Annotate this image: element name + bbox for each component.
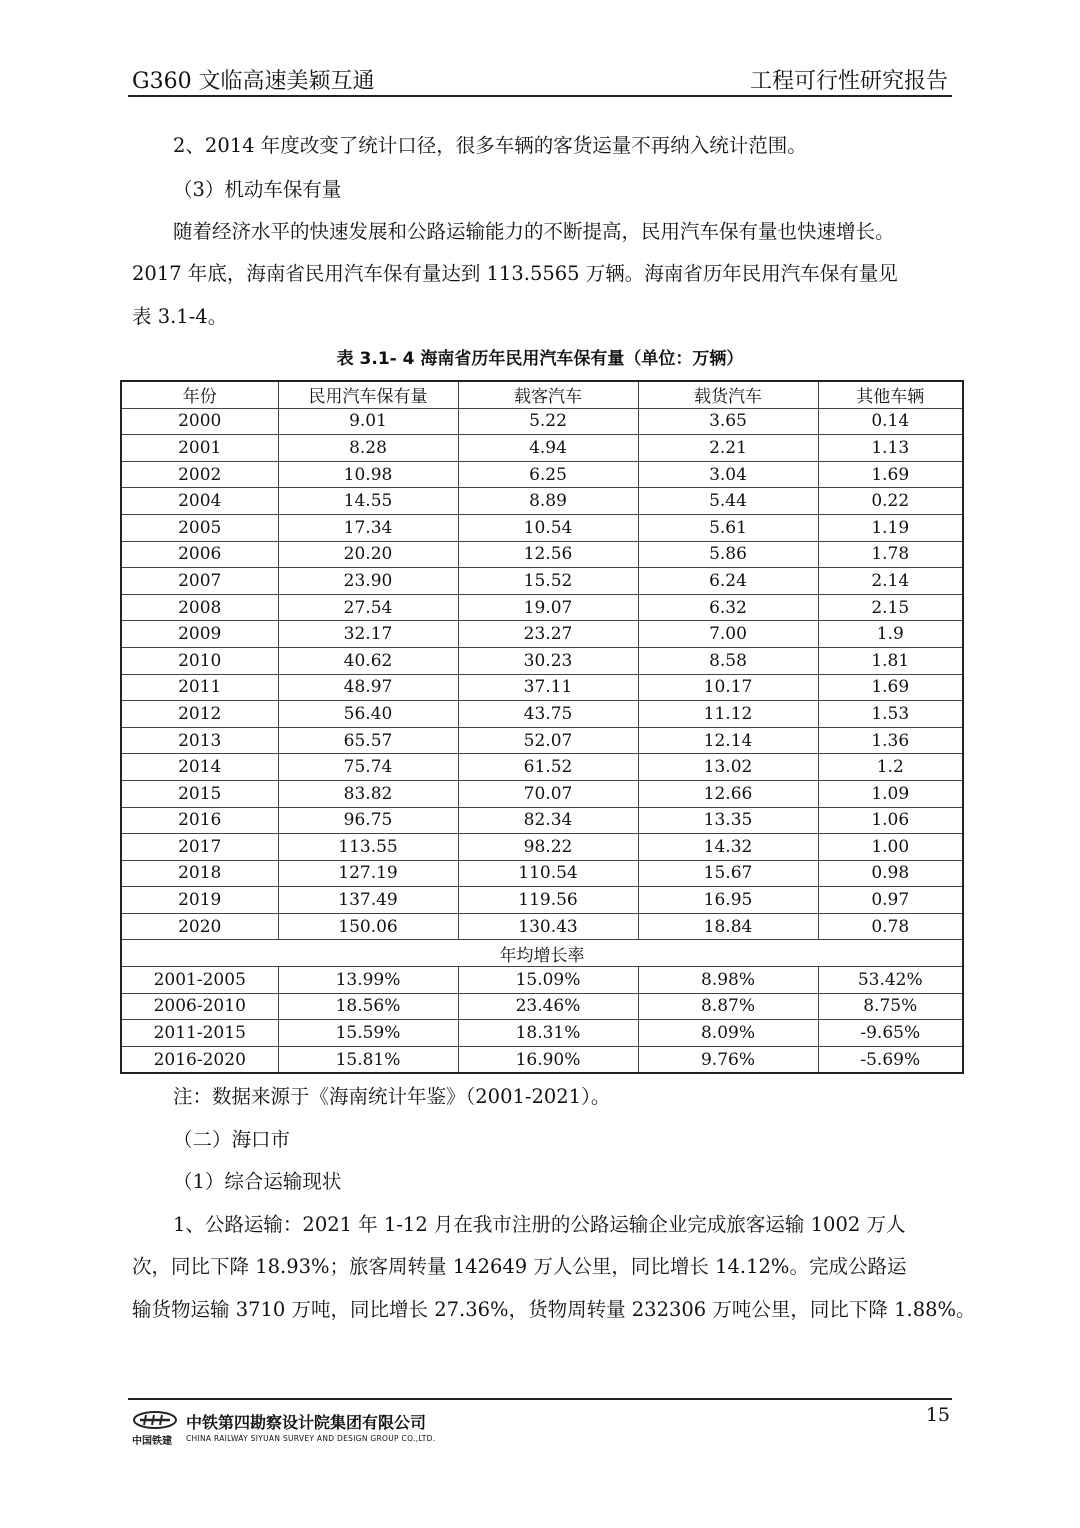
table-cell: 2001-2005 xyxy=(121,967,278,994)
table-cell: 5.44 xyxy=(638,488,818,515)
table-row xyxy=(121,807,963,834)
table-cell: 3.04 xyxy=(638,461,818,488)
crcc-logo-icon xyxy=(132,1410,178,1430)
table-row xyxy=(121,674,963,701)
header-project-title: G360 文临高速美颖互通 xyxy=(132,69,375,94)
table-cell: 12.14 xyxy=(638,727,818,754)
table-row xyxy=(121,621,963,648)
table-cell: 48.97 xyxy=(278,674,458,701)
table-cell: 32.17 xyxy=(278,621,458,648)
paragraph-line: 次，同比下降 18.93%；旅客周转量 142649 万人公里，同比增长 14.12%。完成公路运 xyxy=(132,1255,907,1278)
table-cell: 98.22 xyxy=(458,834,638,861)
table-cell: 8.09% xyxy=(638,1020,818,1047)
table-cell: 127.19 xyxy=(278,860,458,887)
table-cell: 1.69 xyxy=(818,674,963,701)
table-cell: 2014 xyxy=(121,754,278,781)
table-cell: 2011 xyxy=(121,674,278,701)
table-cell: 2020 xyxy=(121,913,278,940)
table-cell: 7.00 xyxy=(638,621,818,648)
table-note: 注：数据来源于《海南统计年鉴》（2001-2021）。 xyxy=(173,1085,611,1108)
table-cell: 0.78 xyxy=(818,913,963,940)
table-cell: 37.11 xyxy=(458,674,638,701)
table-cell: 1.78 xyxy=(818,541,963,568)
table-cell: 13.35 xyxy=(638,807,818,834)
table-cell: 2011-2015 xyxy=(121,1020,278,1047)
table-cell: 61.52 xyxy=(458,754,638,781)
table-cell: 14.32 xyxy=(638,834,818,861)
paragraph-line: 表 3.1-4。 xyxy=(132,305,228,328)
table-cell: 6.32 xyxy=(638,594,818,621)
table-cell: 8.28 xyxy=(278,435,458,462)
column-header: 年份 xyxy=(121,381,278,408)
table-cell: 8.89 xyxy=(458,488,638,515)
table-cell: 1.53 xyxy=(818,701,963,728)
paragraph-line: 2017 年底，海南省民用汽车保有量达到 113.5565 万辆。海南省历年民用汽车保有量见 xyxy=(132,262,898,285)
table-header-row xyxy=(121,381,963,408)
table-cell: 2.15 xyxy=(818,594,963,621)
table-cell: 15.09% xyxy=(458,967,638,994)
table-cell: 23.90 xyxy=(278,568,458,595)
table-cell: 9.76% xyxy=(638,1046,818,1073)
table-cell: 65.57 xyxy=(278,727,458,754)
table-cell: 56.40 xyxy=(278,701,458,728)
table-cell: 5.22 xyxy=(458,408,638,435)
table-cell: 2007 xyxy=(121,568,278,595)
table-cell: 53.42% xyxy=(818,967,963,994)
table-cell: 0.98 xyxy=(818,860,963,887)
table-cell: 130.43 xyxy=(458,913,638,940)
header-divider xyxy=(128,95,952,97)
table-row xyxy=(121,913,963,940)
column-header: 载客汽车 xyxy=(458,381,638,408)
company-name-cn: 中铁第四勘察设计院集团有限公司 xyxy=(186,1413,427,1432)
table-cell: 16.95 xyxy=(638,887,818,914)
growth-rate-header-row xyxy=(121,940,963,967)
footer-divider xyxy=(128,1398,952,1400)
table-cell: 15.67 xyxy=(638,860,818,887)
table-cell: 27.54 xyxy=(278,594,458,621)
table-cell: -9.65% xyxy=(818,1020,963,1047)
table-caption: 表 3.1- 4 海南省历年民用汽车保有量（单位：万辆） xyxy=(336,349,744,369)
table-cell: 23.46% xyxy=(458,993,638,1020)
table-cell: 2.21 xyxy=(638,435,818,462)
table-cell: 17.34 xyxy=(278,514,458,541)
table-cell: 2001 xyxy=(121,435,278,462)
vehicle-ownership-table xyxy=(120,380,964,1074)
table-cell: 0.97 xyxy=(818,887,963,914)
table-cell: 11.12 xyxy=(638,701,818,728)
table-cell: 2005 xyxy=(121,514,278,541)
table-cell: 0.22 xyxy=(818,488,963,515)
header-report-title: 工程可行性研究报告 xyxy=(749,69,948,94)
table-cell: 150.06 xyxy=(278,913,458,940)
column-header: 民用汽车保有量 xyxy=(278,381,458,408)
table-cell: 2019 xyxy=(121,887,278,914)
table-row xyxy=(121,435,963,462)
table-cell: 6.25 xyxy=(458,461,638,488)
table-cell: 2004 xyxy=(121,488,278,515)
table-row xyxy=(121,541,963,568)
table-cell: 18.84 xyxy=(638,913,818,940)
table-row xyxy=(121,780,963,807)
table-cell: 52.07 xyxy=(458,727,638,754)
table-cell: 2010 xyxy=(121,647,278,674)
table-cell: 12.66 xyxy=(638,780,818,807)
table-cell: 2016 xyxy=(121,807,278,834)
company-name-en: CHINA RAILWAY SIYUAN SURVEY AND DESIGN GROUP CO.,LTD. xyxy=(186,1434,436,1443)
table-cell: 18.56% xyxy=(278,993,458,1020)
table-cell: 10.17 xyxy=(638,674,818,701)
paragraph-line: 随着经济水平的快速发展和公路运输能力的不断提高，民用汽车保有量也快速增长。 xyxy=(173,220,895,243)
table-cell: 1.36 xyxy=(818,727,963,754)
table-cell: 20.20 xyxy=(278,541,458,568)
table-cell: 1.00 xyxy=(818,834,963,861)
paragraph-line: 1、公路运输：2021 年 1-12 月在我市注册的公路运输企业完成旅客运输 1002 万人 xyxy=(173,1213,906,1236)
table-row xyxy=(121,1046,963,1073)
page-number: 15 xyxy=(925,1404,950,1426)
subsection-heading: （3）机动车保有量 xyxy=(173,178,342,201)
table-cell: 119.56 xyxy=(458,887,638,914)
table-cell: 75.74 xyxy=(278,754,458,781)
table-row xyxy=(121,727,963,754)
table-cell: 96.75 xyxy=(278,807,458,834)
table-row xyxy=(121,568,963,595)
table-cell: 9.01 xyxy=(278,408,458,435)
table-cell: 2000 xyxy=(121,408,278,435)
table-cell: 1.06 xyxy=(818,807,963,834)
table-cell: 15.59% xyxy=(278,1020,458,1047)
table-cell: 1.69 xyxy=(818,461,963,488)
table-row xyxy=(121,1020,963,1047)
table-cell: 2016-2020 xyxy=(121,1046,278,1073)
table-row xyxy=(121,887,963,914)
table-cell: 10.98 xyxy=(278,461,458,488)
table-cell: 2002 xyxy=(121,461,278,488)
table-cell: 5.86 xyxy=(638,541,818,568)
table-cell: 2008 xyxy=(121,594,278,621)
table-cell: 2.14 xyxy=(818,568,963,595)
table-cell: 4.94 xyxy=(458,435,638,462)
table-row xyxy=(121,754,963,781)
table-row xyxy=(121,488,963,515)
table-cell: 2006-2010 xyxy=(121,993,278,1020)
table-cell: 5.61 xyxy=(638,514,818,541)
table-cell: 13.99% xyxy=(278,967,458,994)
table-row xyxy=(121,594,963,621)
table-cell: 2009 xyxy=(121,621,278,648)
company-logo xyxy=(132,1410,180,1447)
table-row xyxy=(121,967,963,994)
section-heading: （二）海口市 xyxy=(173,1128,291,1151)
table-cell: 40.62 xyxy=(278,647,458,674)
table-cell: 2013 xyxy=(121,727,278,754)
table-row xyxy=(121,514,963,541)
table-row xyxy=(121,647,963,674)
column-header: 载货汽车 xyxy=(638,381,818,408)
table-cell: 10.54 xyxy=(458,514,638,541)
table-cell: 8.87% xyxy=(638,993,818,1020)
table-cell: 15.81% xyxy=(278,1046,458,1073)
table-row xyxy=(121,408,963,435)
table-row xyxy=(121,701,963,728)
subsection-heading: （1）综合运输现状 xyxy=(173,1170,342,1193)
table-row xyxy=(121,993,963,1020)
table-cell: 8.75% xyxy=(818,993,963,1020)
table-cell: 3.65 xyxy=(638,408,818,435)
growth-rate-label: 年均增长率 xyxy=(121,940,963,967)
table-cell: 16.90% xyxy=(458,1046,638,1073)
table-cell: 23.27 xyxy=(458,621,638,648)
table-cell: 19.07 xyxy=(458,594,638,621)
logo-caption: 中国铁建 xyxy=(132,1436,172,1447)
table-cell: 2018 xyxy=(121,860,278,887)
table-cell: 113.55 xyxy=(278,834,458,861)
table-cell: 43.75 xyxy=(458,701,638,728)
table-cell: 110.54 xyxy=(458,860,638,887)
table-cell: 1.81 xyxy=(818,647,963,674)
table-cell: 15.52 xyxy=(458,568,638,595)
table-cell: 1.9 xyxy=(818,621,963,648)
table-row xyxy=(121,860,963,887)
table-cell: 12.56 xyxy=(458,541,638,568)
table-cell: 8.98% xyxy=(638,967,818,994)
table-cell: 70.07 xyxy=(458,780,638,807)
table-cell: 13.02 xyxy=(638,754,818,781)
table-cell: 1.19 xyxy=(818,514,963,541)
table-cell: 1.09 xyxy=(818,780,963,807)
table-cell: 14.55 xyxy=(278,488,458,515)
paragraph-line: 输货物运输 3710 万吨，同比增长 27.36%，货物周转量 232306 万吨公里，同比下降 1.88%。 xyxy=(132,1298,976,1321)
column-header: 其他车辆 xyxy=(818,381,963,408)
table-cell: 2006 xyxy=(121,541,278,568)
table-cell: 0.14 xyxy=(818,408,963,435)
table-cell: 2015 xyxy=(121,780,278,807)
table-cell: 18.31% xyxy=(458,1020,638,1047)
table-row xyxy=(121,461,963,488)
table-cell: 8.58 xyxy=(638,647,818,674)
table-cell: 137.49 xyxy=(278,887,458,914)
table-cell: -5.69% xyxy=(818,1046,963,1073)
table-cell: 83.82 xyxy=(278,780,458,807)
table-cell: 2012 xyxy=(121,701,278,728)
table-cell: 82.34 xyxy=(458,807,638,834)
table-cell: 2017 xyxy=(121,834,278,861)
table-cell: 1.2 xyxy=(818,754,963,781)
table-cell: 6.24 xyxy=(638,568,818,595)
table-row xyxy=(121,834,963,861)
paragraph-line: 2、2014 年度改变了统计口径，很多车辆的客货运量不再纳入统计范围。 xyxy=(173,134,807,157)
table-cell: 30.23 xyxy=(458,647,638,674)
table-cell: 1.13 xyxy=(818,435,963,462)
